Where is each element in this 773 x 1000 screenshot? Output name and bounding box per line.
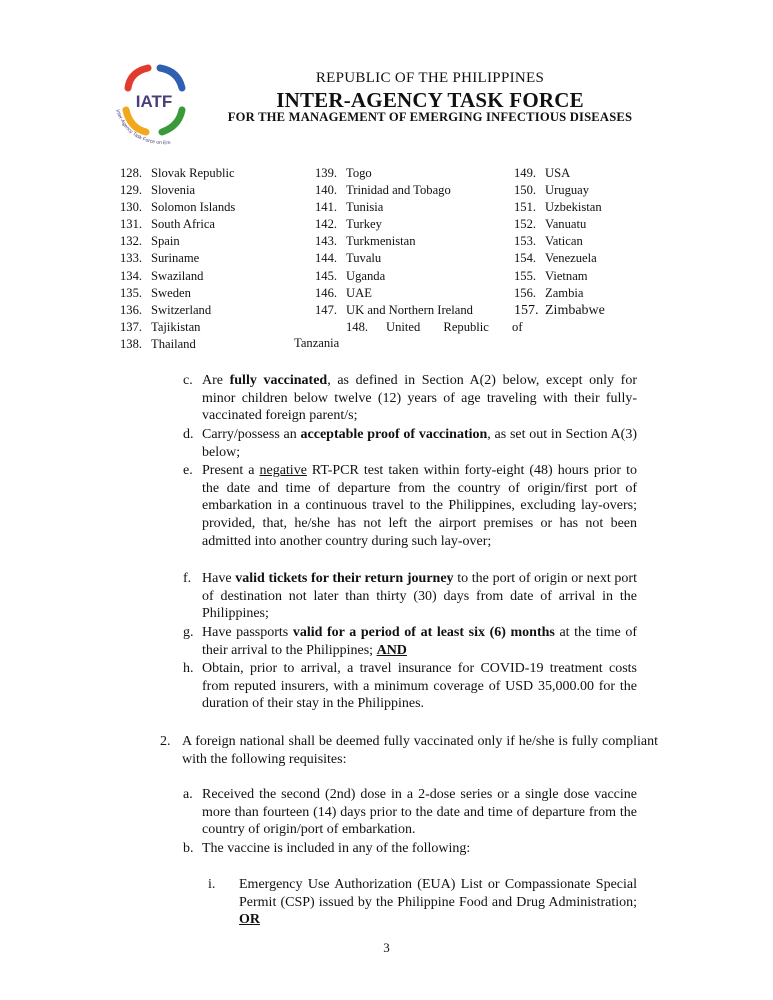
item-label: c.	[183, 373, 193, 388]
country-item: 154. Venezuela	[514, 251, 597, 266]
requirement-c: c. Are fully vaccinated, as defined in Section A(2) below, except only for minor children below twelve (12) years of age traveling with their fully-vaccinated foreign parent/s;	[183, 373, 637, 424]
country-item: 150. Uruguay	[514, 183, 590, 198]
country-item: 138. Thailand	[120, 336, 196, 351]
country-column-3	[514, 165, 605, 319]
country-item: 134. Swaziland	[120, 268, 204, 283]
country-item: 142. Turkey	[315, 217, 382, 232]
requirement-g: g. Have passports valid for a period of at least six (6) months at the time of their arrival to the Philippines; AND	[183, 625, 637, 658]
item-label: b.	[183, 841, 194, 856]
page-number: 3	[383, 940, 390, 955]
country-item: 144. Tuvalu	[315, 251, 382, 266]
country-item: 157. Zimbabwe	[514, 302, 605, 318]
header-agency: INTER-AGENCY TASK FORCE	[276, 88, 584, 112]
country-item: 149. USA	[514, 166, 571, 180]
country-column-1	[120, 165, 235, 353]
country-item: 146. UAE	[315, 285, 372, 300]
item-label: a.	[183, 787, 193, 802]
country-item: 148. United Republic of	[346, 319, 523, 334]
country-column-2	[315, 165, 523, 336]
item-label: f.	[183, 571, 192, 586]
requisite-a: a. Received the second (2nd) dose in a 2-dose series or a single dose vaccine more than fourteen (14) days prior to the date and time of departure from the country of origin/port of embarkation.	[183, 787, 637, 838]
country-item-continuation: Tanzania	[294, 336, 340, 350]
country-item: 140. Trinidad and Tobago	[315, 183, 451, 198]
country-item: 139. Togo	[315, 166, 372, 180]
requisite-b: b. The vaccine is included in any of the following:	[183, 841, 471, 856]
logo-text: IATF	[135, 92, 173, 111]
requirement-h: h. Obtain, prior to arrival, a travel insurance for COVID-19 treatment costs from reputed insurers, with a minimum coverage of USD 35,000.00 for the duration of their stay in the Philippines.	[183, 661, 637, 712]
country-item: 133. Suriname	[120, 251, 200, 266]
country-item: 151. Uzbekistan	[514, 200, 602, 215]
country-item: 136. Switzerland	[120, 302, 212, 317]
country-item: 128. Slovak Republic	[120, 166, 235, 180]
item-label: h.	[183, 661, 194, 676]
item-label: d.	[183, 427, 194, 442]
item-label: g.	[183, 625, 194, 640]
country-item: 155. Vietnam	[514, 268, 588, 283]
country-item: 145. Uganda	[315, 268, 386, 283]
header-republic: REPUBLIC OF THE PHILIPPINES	[315, 70, 545, 86]
vaccine-list-i: i. Emergency Use Authorization (EUA) List or Compassionate Special Permit (CSP) issued by the Philippine Food and Drug Administration; OR	[208, 877, 637, 928]
country-item: 129. Slovenia	[120, 183, 196, 198]
country-item: 153. Vatican	[514, 234, 583, 249]
requirement-e: e. Present a negative RT-PCR test taken within forty-eight (48) hours prior to the date and time of departure from the country of origin/first port of embarkation in a continuous travel to the Philippines, excluding lay-overs; provided, that, he/she has not left the airport premises or has not been admitted into another country during such lay-over;	[183, 463, 637, 549]
header-subtitle: FOR THE MANAGEMENT OF EMERGING INFECTIOUS DISEASES	[227, 110, 633, 124]
country-item: 156. Zambia	[514, 285, 584, 300]
country-item: 137. Tajikistan	[120, 319, 201, 334]
country-item: 147. UK and Northern Ireland	[315, 302, 473, 317]
country-item: 131. South Africa	[120, 217, 216, 232]
item-label: i.	[208, 877, 216, 892]
country-item: 132. Spain	[120, 234, 180, 249]
item-label: 2.	[160, 734, 171, 749]
country-item: 143. Turkmenistan	[315, 234, 416, 249]
requirement-f: f. Have valid tickets for their return journey to the port of origin or next port of destination not later than thirty (30) days from date of arrival in the Philippines;	[183, 571, 637, 622]
section-2-paragraph: 2. A foreign national shall be deemed fully vaccinated only if he/she is fully compliant with the following requisites:	[160, 734, 658, 767]
country-item: 152. Vanuatu	[514, 217, 587, 232]
requirement-d: d. Carry/possess an acceptable proof of vaccination, as set out in Section A(3) below;	[183, 427, 637, 460]
item-label: e.	[183, 463, 193, 478]
country-item: 135. Sweden	[120, 285, 191, 300]
logo-ring-text: Inter-Agency Task Force on Em	[114, 108, 171, 147]
iatf-logo	[108, 58, 200, 150]
country-item: 141. Tunisia	[315, 200, 384, 215]
country-item: 130. Solomon Islands	[120, 200, 236, 215]
